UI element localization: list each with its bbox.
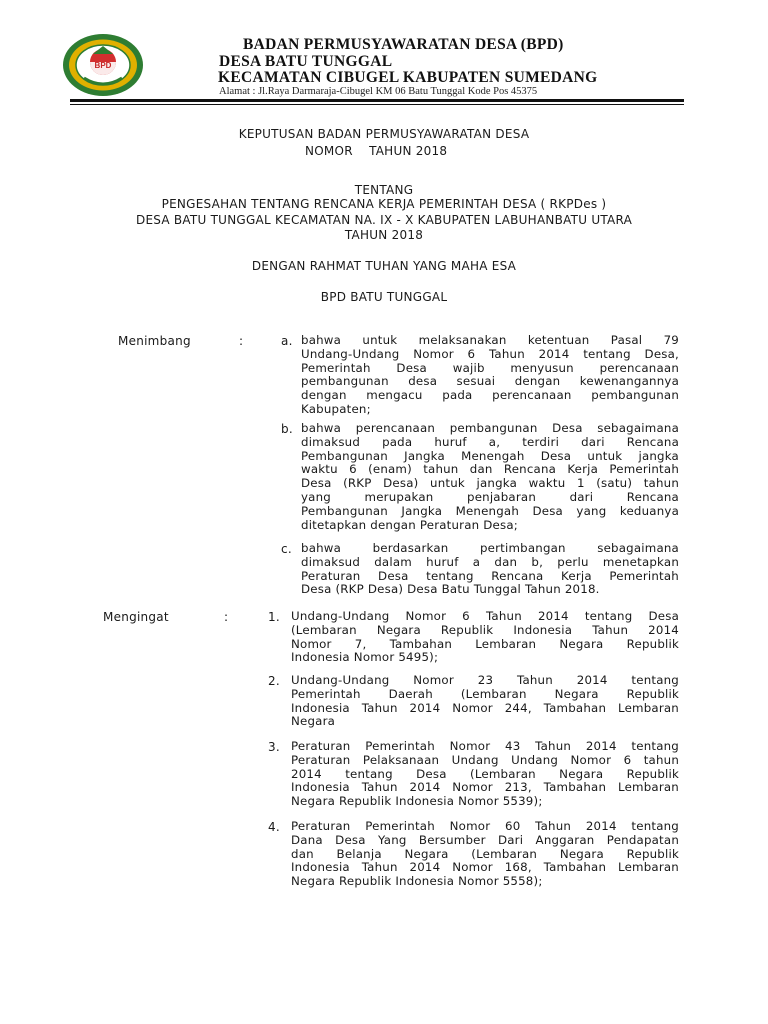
menimbang-label: Menimbang	[118, 334, 191, 348]
paragraph-line: dimaksud dalam huruf a dan b, perlu menetapkan	[301, 554, 679, 569]
paragraph-line: 2014 tentang Desa (Lembaran Negara Republik	[291, 766, 679, 781]
menimbang-marker-c: c.	[281, 542, 292, 556]
paragraph-line: bahwa untuk melaksanakan ketentuan Pasal 79	[301, 333, 679, 347]
paragraph-line: Indonesia Tahun 2014 Nomor 168, Tambahan Lembaran	[291, 860, 679, 875]
menimbang-item-c	[301, 542, 679, 597]
paragraph-line: dengan mengacu pada perencanaan pembangunan	[301, 388, 679, 403]
paragraph-line: Indonesia Tahun 2014 Nomor 244, Tambahan Lembaran	[291, 700, 679, 715]
mengingat-marker-1: 1.	[268, 610, 280, 624]
mengingat-label: Mengingat	[103, 610, 169, 624]
paragraph-line: Undang-Undang Nomor 6 Tahun 2014 tentang Desa,	[301, 346, 679, 361]
mengingat-marker-4: 4.	[268, 820, 280, 834]
paragraph-line: Dana Desa Yang Bersumber Dari Anggaran Pendapatan	[291, 832, 679, 847]
paragraph-line: bahwa perencanaan pembangunan Desa sebagaimana	[301, 421, 679, 435]
paragraph-line: Pemerintah Daerah (Lembaran Negara Republik	[291, 686, 679, 701]
tentang-heading: TENTANG	[354, 183, 414, 197]
subject-line-1: PENGESAHAN TENTANG RENCANA KERJA PEMERINTAH DESA ( RKPDes )	[161, 197, 607, 211]
paragraph-line: Undang-Undang Nomor 23 Tahun 2014 tentang	[291, 673, 679, 687]
letterhead-line-1: BADAN PERMUSYAWARATAN DESA (BPD)	[243, 36, 564, 53]
menimbang-colon: :	[239, 334, 244, 348]
paragraph-line: Pembangunan Jangka Menengah Desa yang keduanya	[301, 503, 679, 518]
mengingat-item-3	[291, 740, 679, 809]
mengingat-item-2	[291, 674, 679, 729]
menimbang-item-b	[301, 422, 679, 532]
paragraph-line: Negara	[291, 714, 336, 729]
paragraph-line: Desa (RKP Desa) untuk jangka waktu 1 (satu) tahun	[301, 476, 679, 491]
letterhead-rule-thick	[70, 99, 684, 102]
paragraph-line: Undang-Undang Nomor 6 Tahun 2014 tentang Desa	[291, 609, 679, 623]
letterhead-rule-thin	[70, 104, 684, 105]
paragraph-line: ditetapkan dengan Peraturan Desa;	[301, 517, 518, 532]
paragraph-line: (Lembaran Negara Republik Indonesia Tahun 2014	[291, 622, 679, 637]
menimbang-item-a	[301, 334, 679, 417]
paragraph-line: Peraturan Pelaksanaan Undang Undang Nomor 6 tahun	[291, 752, 679, 767]
paragraph-line: dan Belanja Negara (Lembaran Negara Republik	[291, 846, 679, 861]
rahmat-line: DENGAN RAHMAT TUHAN YANG MAHA ESA	[251, 259, 517, 273]
paragraph-line: Desa (RKP Desa) Desa Batu Tunggal Tahun 2018.	[301, 582, 600, 597]
paragraph-line: Pemerintah Desa wajib menyusun perencanaan	[301, 360, 679, 375]
mengingat-marker-2: 2.	[268, 674, 280, 688]
issuer-line: BPD BATU TUNGGAL	[320, 290, 448, 304]
paragraph-line: Peraturan Pemerintah Nomor 43 Tahun 2014 tentang	[291, 739, 679, 753]
decree-number: NOMOR TAHUN 2018	[305, 144, 448, 158]
letterhead-address: Alamat : Jl.Raya Darmaraja-Cibugel KM 06 Batu Tunggal Kode Pos 45375	[219, 86, 538, 97]
paragraph-line: pembangunan desa sesuai dengan kewenangannya	[301, 374, 679, 389]
paragraph-line: Kabupaten;	[301, 401, 371, 416]
paragraph-line: bahwa berdasarkan pertimbangan sebagaimana	[301, 541, 679, 555]
decree-title: KEPUTUSAN BADAN PERMUSYAWARATAN DESA	[238, 127, 530, 141]
paragraph-line: Negara Republik Indonesia Nomor 5558);	[291, 874, 543, 889]
paragraph-line: yang merupakan penjabaran dari Rencana	[301, 489, 679, 504]
paragraph-line: dimaksud pada huruf a, terdiri dari Rencana	[301, 434, 679, 449]
paragraph-line: Pembangunan Jangka Menengah Desa untuk jangka	[301, 448, 679, 463]
subject-line-3: TAHUN 2018	[344, 228, 424, 242]
subject-line-2: DESA BATU TUNGGAL KECAMATAN NA. IX - X KABUPATEN LABUHANBATU UTARA	[135, 213, 633, 227]
mengingat-colon: :	[224, 610, 229, 624]
paragraph-line: Indonesia Nomor 5495);	[291, 650, 439, 665]
menimbang-marker-b: b.	[281, 422, 293, 436]
mengingat-item-1	[291, 610, 679, 665]
paragraph-line: Peraturan Desa tentang Rencana Kerja Pemerintah	[301, 568, 679, 583]
bpd-logo	[62, 32, 144, 98]
mengingat-item-4	[291, 820, 679, 889]
paragraph-line: Nomor 7, Tambahan Lembaran Negara Republik	[291, 636, 679, 651]
letterhead-line-3: KECAMATAN CIBUGEL KABUPATEN SUMEDANG	[218, 69, 598, 86]
paragraph-line: waktu 6 (enam) tahun dan Rencana Kerja Pemerintah	[301, 462, 679, 477]
paragraph-line: Peraturan Pemerintah Nomor 60 Tahun 2014 tentang	[291, 819, 679, 833]
logo-text: BPD	[94, 61, 112, 70]
letterhead-line-2: DESA BATU TUNGGAL	[219, 53, 393, 70]
mengingat-marker-3: 3.	[268, 740, 280, 754]
menimbang-marker-a: a.	[281, 334, 293, 348]
paragraph-line: Negara Republik Indonesia Nomor 5539);	[291, 794, 543, 809]
paragraph-line: Indonesia Tahun 2014 Nomor 213, Tambahan Lembaran	[291, 780, 679, 795]
